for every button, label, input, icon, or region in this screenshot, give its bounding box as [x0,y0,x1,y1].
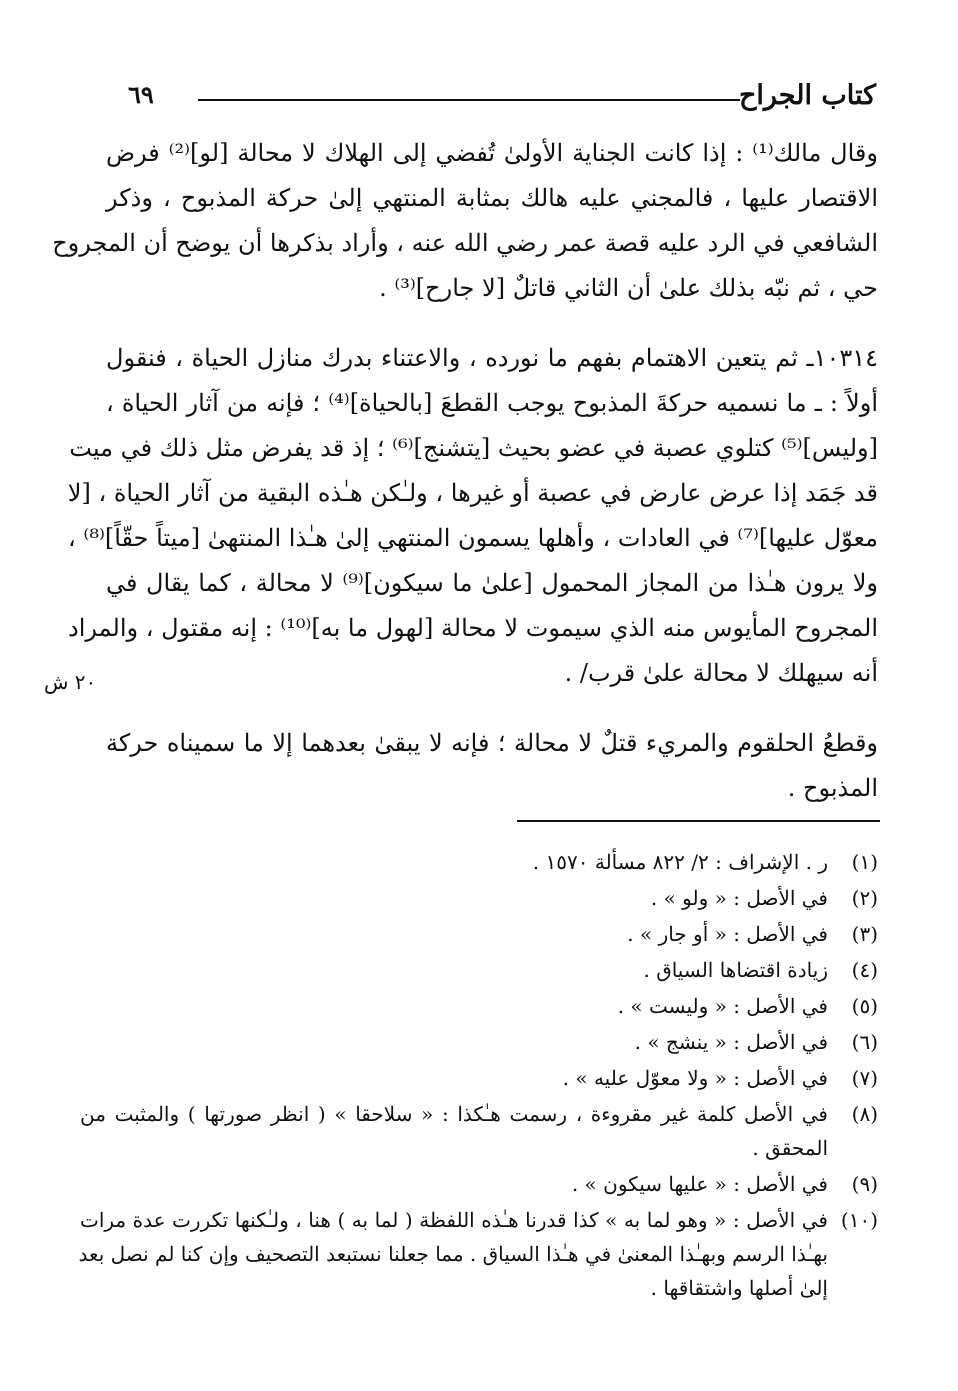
footnote-number: (٩) [851,1172,878,1196]
paragraph-2-line: ولا يرون هـٰذا من المجاز المحمول [علىٰ ما سيكون]⁽⁹⁾ لا محالة ، كما يقال في [106,569,878,597]
paragraph-1-line: الشافعي في الرد عليه قصة عمر رضي الله عنه ، وأراد بذكرها أن يوضح أن المجروح [52,229,878,257]
paragraph-1-line: وقال مالك⁽¹⁾ : إذا كانت الجناية الأولىٰ تُفضي إلى الهلاك لا محالة [لو]⁽²⁾ فرض [106,139,878,167]
paragraph-3-line: وقطعُ الحلقوم والمريء قتلٌ لا محالة ؛ فإنه لا يبقىٰ بعدهما إلا ما سميناه حركة [106,729,878,757]
paragraph-1-line: الاقتصار عليها ، فالمجني عليه هالك بمثابة المنتهي إلىٰ حركة المذبوح ، وذكر [106,184,878,212]
footnote-text: إلىٰ أصلها واشتقاقها . [650,1276,828,1300]
running-title: كتاب الجراح [738,80,876,111]
footnote-text: زيادة اقتضاها السياق . [643,958,828,982]
footnote-text: في الأصل : « وهو لما به » كذا قدرنا هـٰذه اللفظة ( لما به ) هنا ، ولـٰكنها تكررت عدة مرات [80,1208,828,1232]
footnote-number: (٥) [851,994,878,1018]
footnote-number: (٤) [851,958,878,982]
footnote-number: (٧) [851,1066,878,1090]
footnote-text: في الأصل : « وليست » . [617,994,828,1018]
footnote-number: (١) [851,850,878,874]
paragraph-2-line: أولاً : ـ ما نسميه حركةَ المذبوح يوجب القطعَ [بالحياة]⁽⁴⁾ ؛ فإنه من آثار الحياة ، [106,389,878,417]
footnote-text: في الأصل : « ولا معوّل عليه » . [562,1066,828,1090]
footnote-text: بهـٰذا الرسم وبهـٰذا المعنىٰ في هـٰذا السياق . مما جعلنا نستبعد التصحيف وإن كنا لم نصل بعد [78,1242,828,1266]
footnote-text: في الأصل : « عليها سيكون » . [571,1172,828,1196]
paragraph-2-line: معوّل عليها]⁽⁷⁾ في العادات ، وأهلها يسمون المنتهي إلىٰ هـٰذا المنتهىٰ [ميتاً حقّاً]⁽⁸⁾ ، [68,524,878,552]
footnote-number: (٨) [851,1102,878,1126]
footnote-number: (٦) [851,1030,878,1054]
paragraph-2-line: [وليس]⁽⁵⁾ كتلوي عصبة في عضو بحيث [يتشنج]⁽⁶⁾ ؛ إذ قد يفرض مثل ذلك في ميت [69,434,878,462]
footnote-text: في الأصل : « ينشج » . [634,1030,828,1054]
footnote-text: في الأصل : « أو جار » . [627,922,828,946]
page-number: ٦٩ [128,80,154,109]
footnote-text: ر . الإشراف : ٢/ ٨٢٢ مسألة ١٥٧٠ . [532,850,828,874]
footnote-number: (١٠) [840,1208,878,1232]
footnote-number: (٢) [851,886,878,910]
margin-note: ٢٠ ش [44,670,97,694]
paragraph-1-line: حي ، ثم نبّه بذلك علىٰ أن الثاني قاتلٌ [لا جارح]⁽³⁾ . [379,274,878,302]
footnote-text: في الأصل : « ولو » . [650,886,828,910]
paragraph-2-line: قد جَمَد إذا عرض عارض في عصبة أو غيرها ، ولـٰكن هـٰذه البقية من آثار الحياة ، [لا [67,479,878,507]
header-rule [198,99,740,101]
footnote-text: المحقق . [752,1136,828,1160]
footnote-number: (٣) [851,922,878,946]
paragraph-3-line: المذبوح . [787,774,878,802]
paragraph-2-line: ١٠٣١٤ـ ثم يتعين الاهتمام بفهم ما نورده ، والاعتناء بدرك منازل الحياة ، فنقول [106,344,879,372]
paragraph-2-line: أنه سيهلك لا محالة علىٰ قرب/ . [564,659,878,687]
footnote-text: في الأصل كلمة غير مقروءة ، رسمت هـٰكذا : « سلاحقا » ( انظر صورتها ) والمثبت من [80,1102,828,1126]
paragraph-2-line: المجروح المأيوس منه الذي سيموت لا محالة [لهول ما به]⁽¹⁰⁾ : إنه مقتول ، والمراد [68,614,878,642]
footnote-rule [517,820,880,822]
